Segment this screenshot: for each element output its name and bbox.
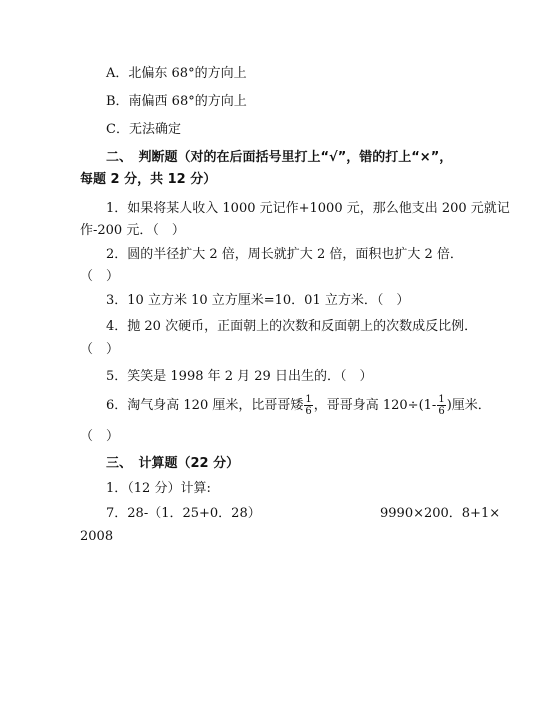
section3-heading: 三、 计算题（22 分） (106, 456, 240, 471)
question-6-text-1: 6．淘气身高 120 厘米，比哥哥矮 (106, 398, 304, 413)
fraction-numerator-2: 1 (438, 394, 445, 405)
option-a: A．北偏东 68°的方向上 (106, 66, 247, 81)
fraction-one-sixth-2 (437, 394, 445, 417)
question-6-text-3: )厘米． (446, 398, 491, 413)
question-6-text-2: ，哥哥身高 120÷(1- (313, 398, 437, 413)
question-5: 5．笑笑是 1998 年 2 月 29 日出生的．（ ） (106, 369, 373, 384)
question-4-answer-bracket: （ ） (80, 342, 120, 357)
question-1: 1．如果将某人收入 1000 元记作+1000 元，那么他支出 200 元就记 (106, 201, 510, 216)
option-b: B．南偏西 68°的方向上 (106, 94, 247, 109)
question-4: 4．抛 20 次硬币，正面朝上的次数和反面朝上的次数成反比例． (106, 319, 478, 334)
section3-subquestion-1: 1．（12 分）计算: (106, 481, 211, 496)
fraction-one-sixth (304, 394, 312, 417)
section2-heading: 二、 判断题（对的在后面括号里打上“√”，错的打上“×”， (106, 150, 453, 165)
expression-right: 9990×200．8+1× (380, 506, 501, 521)
question-3: 3．10 立方米 10 立方厘米=10．01 立方米．（ ） (106, 293, 410, 308)
question-6 (106, 393, 491, 419)
fraction-denominator: 6 (305, 406, 312, 417)
section2-heading-continued: 每题 2 分，共 12 分） (80, 172, 217, 187)
option-c: C．无法确定 (106, 122, 181, 137)
question-6-answer-bracket: （ ） (80, 429, 120, 444)
expression-right-wrap: 2008 (80, 529, 114, 544)
fraction-numerator: 1 (305, 394, 312, 405)
question-2: 2．圆的半径扩大 2 倍，周长就扩大 2 倍，面积也扩大 2 倍． (106, 247, 463, 262)
fraction-denominator-2: 6 (438, 406, 445, 417)
question-1-continued: 作-200 元．（ ） (80, 223, 185, 238)
expression-left: 7．28-（1．25+0．28） (106, 506, 261, 521)
question-2-answer-bracket: （ ） (80, 269, 120, 284)
